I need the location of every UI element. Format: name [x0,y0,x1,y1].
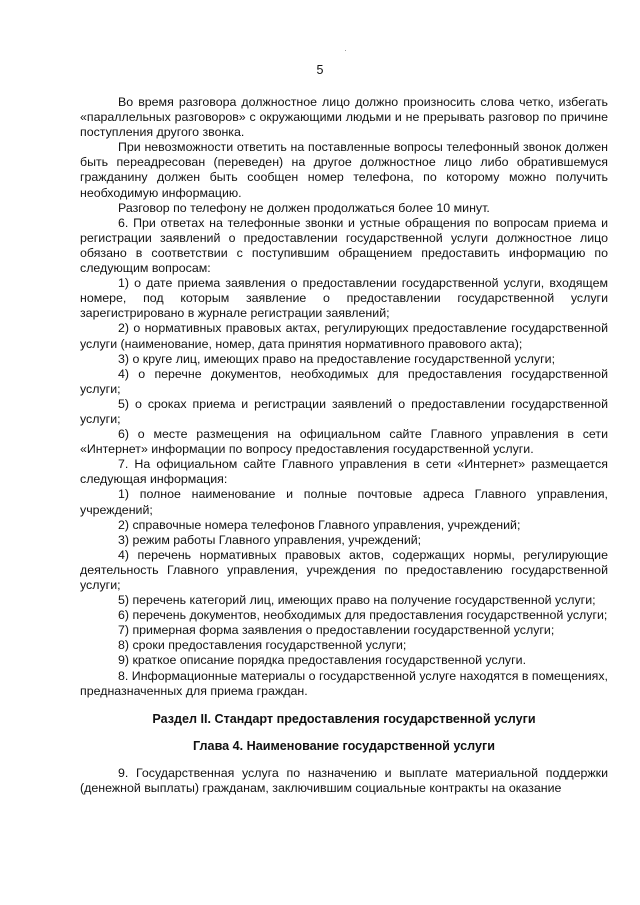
list-item: 2) справочные номера телефонов Главного управления, учреждений; [118,517,521,532]
list-item: 6) о месте размещения на официальном сайте Главного управления в сети «Интернет» информации по вопросу предоставления государственной услуги. [80,427,608,457]
list-item: 5) о сроках приема и регистрации заявлений о предоставлении государственной услуги; [80,396,608,426]
paragraph: 8. Информационные материалы о государственной услуге находятся в помещениях, предназначенных для приема граждан. [80,668,608,698]
list-item: 5) перечень категорий лиц, имеющих право на получение государственной услуги; [118,593,596,608]
page-content [80,95,608,796]
scan-dot [345,50,346,51]
section-title: Раздел II. Стандарт предоставления государственной услуги [152,711,536,726]
paragraph: Во время разговора должностное лицо должно произносить слова четко, избегать «параллельных разговоров» с окружающими людьми и не прерывать разговор по причине поступления другого звонка. [80,95,608,140]
chapter-title: Глава 4. Наименование государственной услуги [193,738,495,753]
list-item: 9) краткое описание порядка предоставления государственной услуги. [118,653,527,668]
page-number: 5 [316,63,324,77]
paragraph: При невозможности ответить на поставленные вопросы телефонный звонок должен быть переадресован (переведен) на другое должностное лицо либо обратившемуся гражданину должен быть сообщен номер телефона, по которому можно получить необходимую информацию. [80,140,608,200]
paragraph: 6. При ответах на телефонные звонки и устные обращения по вопросам приема и регистрации заявлений о предоставлении государственной услуги должностное лицо обязано в соответствии с поступившим обращением предоставить информацию по следующим вопросам: [80,215,608,276]
list-item: 3) о круге лиц, имеющих право на предоставление государственной услуги; [118,351,556,366]
paragraph: 7. На официальном сайте Главного управления в сети «Интернет» размещается следующая информация: [80,457,608,487]
paragraphs-top [80,95,608,699]
list-item: 3) режим работы Главного управления, учреждений; [118,532,422,547]
paragraph: 9. Государственная услуга по назначению и выплате материальной поддержки (денежной выплаты) гражданам, заключившим социальные контракты на оказание [80,765,608,795]
list-item: 1) о дате приема заявления о предоставлении государственной услуги, входящем номере, под которым заявление о предоставлении государственной услуги зарегистрировано в журнале регистрации заявлений; [80,276,608,321]
list-item: 7) примерная форма заявления о предоставлении государственной услуги; [118,623,555,638]
list-item: 4) перечень нормативных правовых актов, содержащих нормы, регулирующие деятельность Главного управления, учреждения по предоставлению государственной услуги; [80,547,608,592]
list-item: 6) перечень документов, необходимых для предоставления государственной услуги; [118,608,608,623]
list-item: 2) о нормативных правовых актах, регулирующих предоставление государственной услуги (наименование, номер, дата принятия нормативного правового акта); [80,321,608,351]
list-item: 8) сроки предоставления государственной услуги; [118,638,407,653]
paragraphs-bottom [80,766,608,796]
list-item: 4) о перечне документов, необходимых для предоставления государственной услуги; [80,366,608,396]
paragraph: Разговор по телефону не должен продолжаться более 10 минут. [118,200,490,215]
list-item: 1) полное наименование и полные почтовые адреса Главного управления, учреждений; [80,487,608,517]
